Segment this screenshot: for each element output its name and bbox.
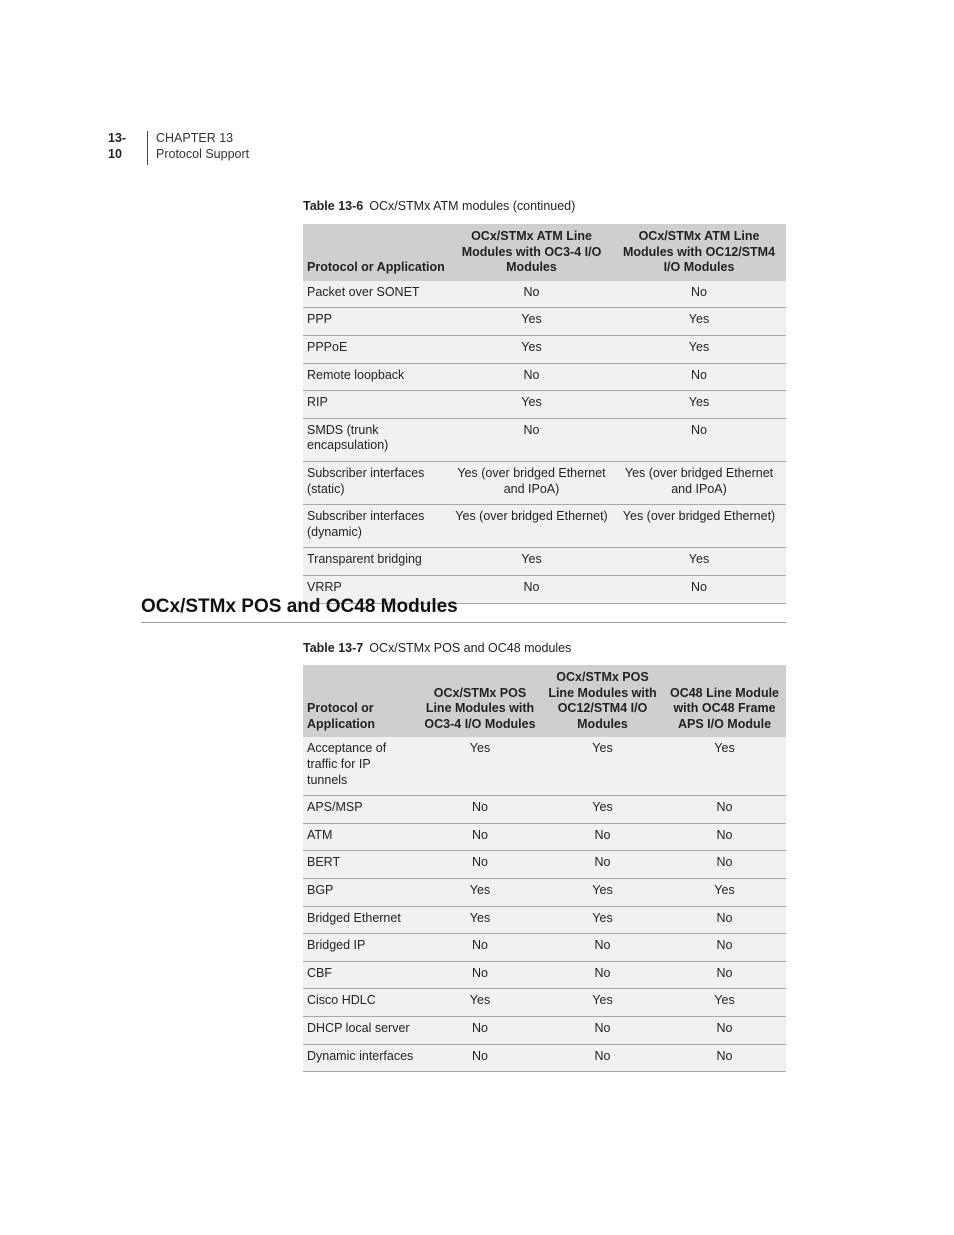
table-cell: Yes (over bridged Ethernet and IPoA) xyxy=(451,461,612,504)
table-cell: No xyxy=(612,418,786,461)
column-header: Protocol or Application xyxy=(303,224,451,281)
table-row xyxy=(303,989,786,1017)
table-cell: No xyxy=(418,1016,542,1044)
table-cell: Yes xyxy=(612,335,786,363)
table-row xyxy=(303,823,786,851)
column-header: OCx/STMx POS Line Modules with OC12/STM4 I/O Modules xyxy=(542,665,663,737)
table-cell: No xyxy=(612,363,786,391)
table-cell: Yes xyxy=(418,878,542,906)
table-cell: Remote loopback xyxy=(303,363,451,391)
table-cell: SMDS (trunk encapsulation) xyxy=(303,418,451,461)
section-heading: OCx/STMx POS and OC48 Modules xyxy=(141,596,458,617)
table-cell: APS/MSP xyxy=(303,796,418,824)
table-cell: No xyxy=(663,934,786,962)
table-cell: DHCP local server xyxy=(303,1016,418,1044)
table-cell: No xyxy=(418,934,542,962)
table-cell: No xyxy=(542,851,663,879)
table-cell: BERT xyxy=(303,851,418,879)
table-cell: No xyxy=(451,363,612,391)
table-cell: No xyxy=(418,851,542,879)
column-header: OCx/STMx ATM Line Modules with OC12/STM4 I/O Modules xyxy=(612,224,786,281)
table-row xyxy=(303,878,786,906)
table-cell: No xyxy=(418,961,542,989)
table-cell: Yes (over bridged Ethernet) xyxy=(451,505,612,548)
table-row xyxy=(303,418,786,461)
table-cell: No xyxy=(663,1016,786,1044)
table-13-7-header-row xyxy=(303,665,786,737)
table-13-7-caption-label: Table 13-7 xyxy=(303,641,364,655)
column-header: OCx/STMx ATM Line Modules with OC3-4 I/O Modules xyxy=(451,224,612,281)
table-cell: Yes xyxy=(418,989,542,1017)
table-cell: Packet over SONET xyxy=(303,281,451,308)
table-cell: No xyxy=(542,934,663,962)
section-divider xyxy=(141,622,786,623)
table-row xyxy=(303,548,786,576)
table-cell: Yes xyxy=(612,548,786,576)
table-cell: Yes xyxy=(542,737,663,795)
table-13-7-caption-title: OCx/STMx POS and OC48 modules xyxy=(369,641,572,655)
column-header: OCx/STMx POS Line Modules with OC3-4 I/O Modules xyxy=(418,665,542,737)
table-cell: No xyxy=(663,796,786,824)
table-cell: Transparent bridging xyxy=(303,548,451,576)
table-cell: Cisco HDLC xyxy=(303,989,418,1017)
table-row xyxy=(303,796,786,824)
table-cell: Yes xyxy=(451,548,612,576)
chapter-label: CHAPTER 13 xyxy=(156,131,234,145)
table-cell: Yes (over bridged Ethernet and IPoA) xyxy=(612,461,786,504)
table-cell: Yes xyxy=(418,906,542,934)
table-cell: Acceptance of traffic for IP tunnels xyxy=(303,737,418,795)
table-cell: Subscriber interfaces (dynamic) xyxy=(303,505,451,548)
table-row xyxy=(303,1016,786,1044)
table-cell: VRRP xyxy=(303,575,451,603)
table-row xyxy=(303,906,786,934)
table-cell: No xyxy=(663,823,786,851)
table-cell: No xyxy=(451,575,612,603)
table-row xyxy=(303,851,786,879)
table-cell: No xyxy=(418,796,542,824)
table-13-6 xyxy=(303,224,786,604)
table-cell: Yes xyxy=(451,391,612,419)
table-cell: No xyxy=(451,418,612,461)
table-cell: Yes xyxy=(663,989,786,1017)
table-13-6-caption-title: OCx/STMx ATM modules (continued) xyxy=(369,199,576,213)
table-cell: Yes xyxy=(612,391,786,419)
table-cell: Yes xyxy=(663,878,786,906)
table-cell: Yes xyxy=(542,878,663,906)
table-row xyxy=(303,391,786,419)
page-number: 13-10 xyxy=(108,131,127,161)
table-cell: Yes (over bridged Ethernet) xyxy=(612,505,786,548)
table-row xyxy=(303,1044,786,1072)
table-row xyxy=(303,363,786,391)
table-cell: Bridged Ethernet xyxy=(303,906,418,934)
table-row xyxy=(303,961,786,989)
table-cell: No xyxy=(542,1044,663,1072)
table-cell: Yes xyxy=(451,308,612,336)
table-13-6-caption-label: Table 13-6 xyxy=(303,199,364,213)
table-cell: Yes xyxy=(451,335,612,363)
table-row xyxy=(303,308,786,336)
chapter-title: Protocol Support xyxy=(156,147,250,161)
table-row xyxy=(303,335,786,363)
table-row xyxy=(303,737,786,795)
table-13-7 xyxy=(303,665,786,1072)
table-cell: PPP xyxy=(303,308,451,336)
table-cell: Yes xyxy=(542,906,663,934)
table-cell: No xyxy=(418,823,542,851)
table-cell: Yes xyxy=(418,737,542,795)
table-cell: Yes xyxy=(663,737,786,795)
table-row xyxy=(303,281,786,308)
table-cell: No xyxy=(451,281,612,308)
table-13-6-header-row xyxy=(303,224,786,281)
table-cell: No xyxy=(418,1044,542,1072)
table-cell: PPPoE xyxy=(303,335,451,363)
table-cell: No xyxy=(663,961,786,989)
table-cell: No xyxy=(542,823,663,851)
table-cell: Dynamic interfaces xyxy=(303,1044,418,1072)
table-row xyxy=(303,505,786,548)
table-cell: No xyxy=(663,906,786,934)
table-13-7-caption xyxy=(303,641,571,655)
table-cell: Yes xyxy=(542,796,663,824)
running-head-divider xyxy=(147,131,148,165)
table-row xyxy=(303,461,786,504)
table-cell: No xyxy=(612,575,786,603)
column-header: Protocol or Application xyxy=(303,665,418,737)
table-cell: Yes xyxy=(612,308,786,336)
table-cell: Subscriber interfaces (static) xyxy=(303,461,451,504)
table-cell: ATM xyxy=(303,823,418,851)
table-cell: No xyxy=(612,281,786,308)
table-cell: Bridged IP xyxy=(303,934,418,962)
table-cell: No xyxy=(542,961,663,989)
table-cell: Yes xyxy=(542,989,663,1017)
table-cell: No xyxy=(542,1016,663,1044)
column-header: OC48 Line Module with OC48 Frame APS I/O Module xyxy=(663,665,786,737)
table-cell: No xyxy=(663,851,786,879)
table-cell: BGP xyxy=(303,878,418,906)
table-cell: RIP xyxy=(303,391,451,419)
table-row xyxy=(303,934,786,962)
table-13-6-caption xyxy=(303,199,575,213)
table-cell: No xyxy=(663,1044,786,1072)
table-cell: CBF xyxy=(303,961,418,989)
